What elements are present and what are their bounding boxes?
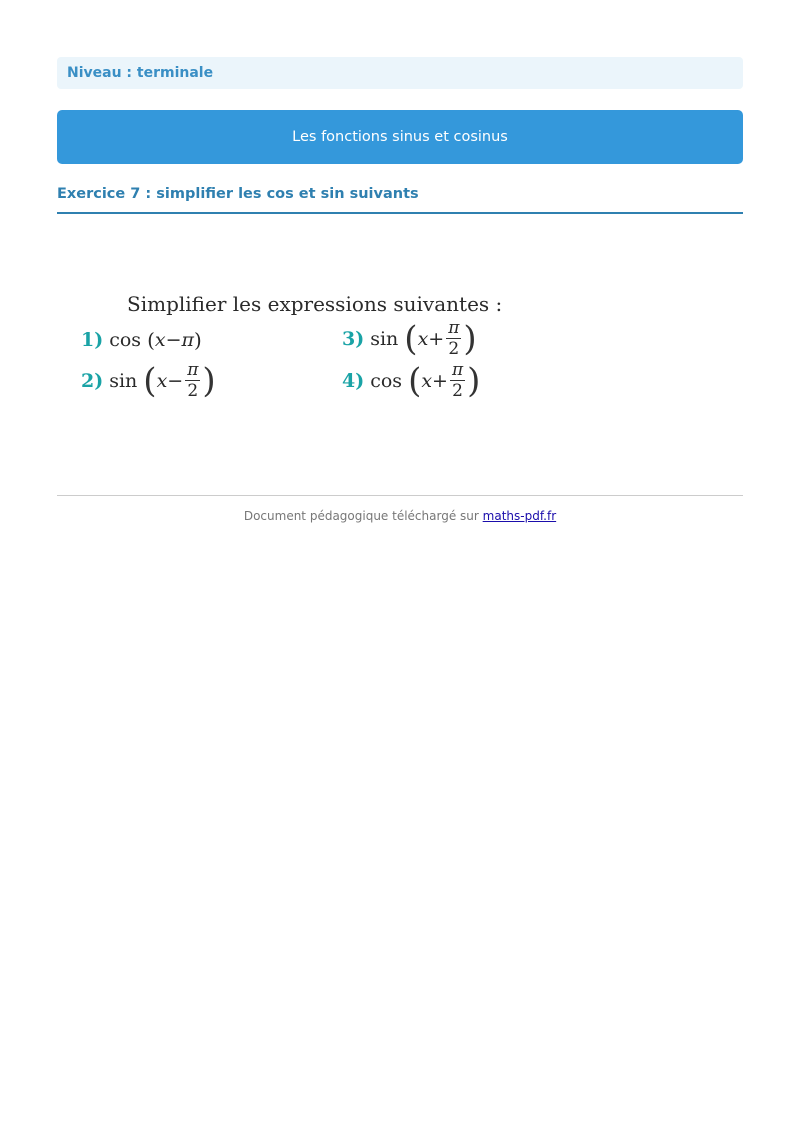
item-number: 4): [342, 370, 365, 392]
item-function: sin: [109, 370, 138, 392]
item-variable: x: [154, 329, 166, 351]
item-operator: +: [432, 370, 448, 392]
fraction-denominator: 2: [448, 339, 460, 359]
fraction-numerator: π: [451, 360, 464, 380]
page-footer: [57, 495, 743, 523]
close-paren: ): [194, 328, 202, 352]
open-paren: (: [147, 328, 155, 352]
open-paren: (: [143, 361, 157, 401]
fraction: [450, 362, 465, 400]
item-function: cos: [370, 370, 403, 392]
exercise-item-4: [342, 362, 480, 400]
item-operator: −: [165, 329, 182, 351]
footer-text: Document pédagogique téléchargé sur: [243, 509, 479, 523]
close-paren: ): [463, 319, 477, 359]
open-paren: (: [408, 361, 422, 401]
item-operator: +: [428, 328, 445, 350]
fraction: [446, 320, 461, 358]
item-number: 1): [81, 329, 104, 351]
chapter-banner: Les fonctions sinus et cosinus: [57, 110, 743, 164]
item-function: sin: [370, 328, 399, 350]
footer-link[interactable]: maths-pdf.fr: [482, 509, 557, 523]
fraction-denominator: 2: [452, 381, 463, 401]
document-page: [57, 57, 743, 414]
item-function: cos: [109, 329, 142, 351]
item-number: 3): [342, 328, 365, 350]
item-argument: π: [181, 329, 195, 351]
exercise-figure: [57, 284, 743, 414]
item-variable: x: [417, 328, 429, 350]
niveau-label: Niveau : terminale: [57, 57, 743, 89]
item-variable: x: [156, 370, 168, 392]
fraction-numerator: π: [448, 318, 460, 338]
item-operator: −: [167, 370, 184, 392]
exercise-item-2: [81, 362, 216, 400]
exercise-intro: Simplifier les expressions suivantes :: [127, 292, 503, 316]
open-paren: (: [404, 319, 418, 359]
close-paren: ): [202, 361, 216, 401]
fraction: [185, 362, 200, 400]
exercise-title: Exercice 7 : simplifier les cos et sin suivants: [57, 186, 743, 214]
exercise-item-1: [81, 328, 202, 352]
item-number: 2): [81, 370, 104, 392]
fraction-numerator: π: [187, 360, 199, 380]
fraction-denominator: 2: [187, 381, 199, 401]
close-paren: ): [467, 361, 481, 401]
exercise-item-3: [342, 320, 477, 358]
item-variable: x: [421, 370, 433, 392]
